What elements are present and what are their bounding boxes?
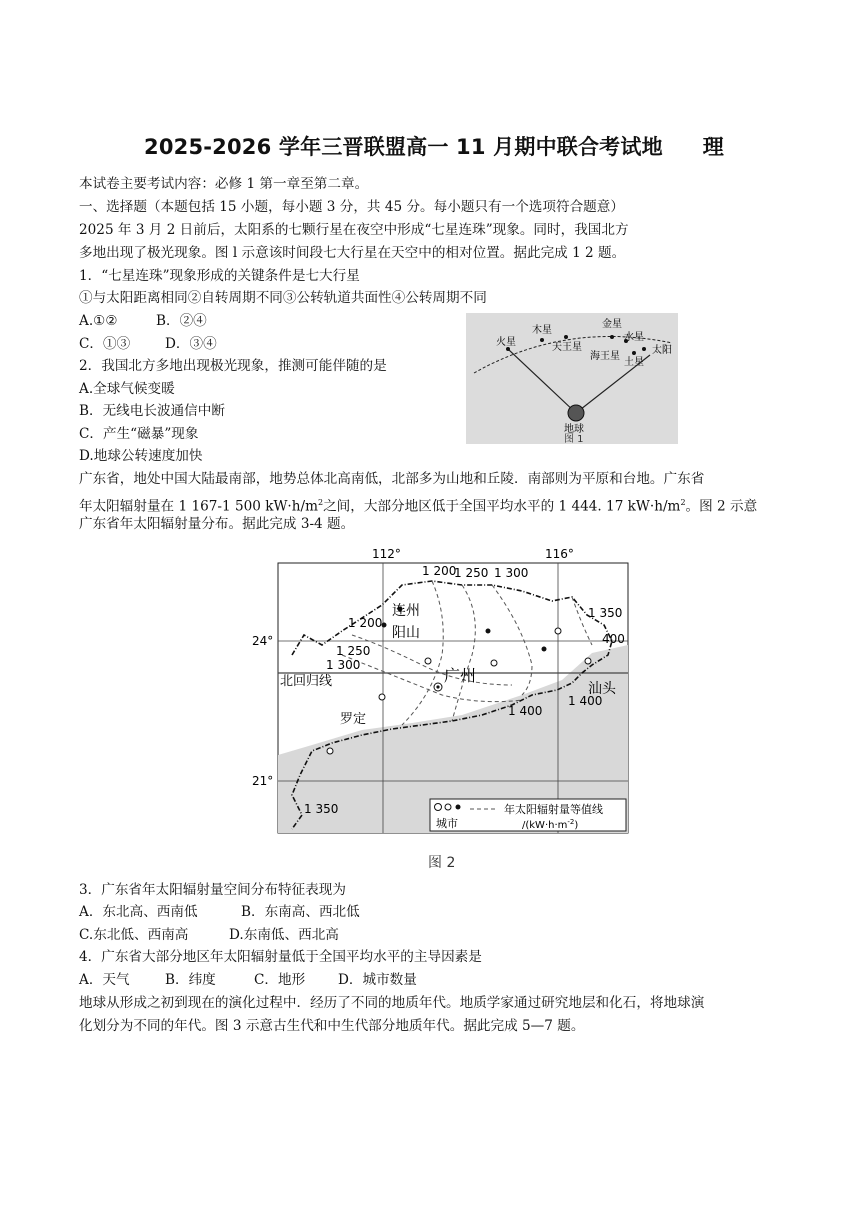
saturn-label: 土星 <box>624 357 644 368</box>
city-yangshan: 阳山 <box>392 625 420 641</box>
uranus-label: 天王星 <box>552 342 582 353</box>
figure-2-solar-radiation-map <box>232 545 636 877</box>
passage-text: 2025 年 3 月 2 日前后，太阳系的七颗行星在夜空中形成“七星连珠”现象。同时，我国北方 <box>79 222 629 238</box>
isoline-label: 1 250 <box>454 566 489 580</box>
question-stem: 4．广东省大部分地区年太阳辐射量低于全国平均水平的主导因素是 <box>79 949 482 965</box>
passage-text: 广东省，地处中国大陆最南部，地势总体北高南低，北部多为山地和丘陵．南部则为平原和台地。广东省 <box>79 471 705 487</box>
isoline-label: 1 400 <box>568 694 603 708</box>
option-c: C．地形 <box>254 972 306 988</box>
isoline-label: 1 350 <box>304 802 339 816</box>
question-items: ①与太阳距离相同②自转周期不同③公转轨道共面性④公转周期不同 <box>79 290 487 306</box>
sun-label: 太阳 <box>652 345 672 356</box>
passage-text: 年太阳辐射量在 1 167-1 500 $kW\cdot h/m^2$之间，大部分地区低于全国平均水平的 1 444. 17 $kW\cdot h/m^2$。图 2 示意 <box>79 498 758 515</box>
mars-label: 火星 <box>496 337 516 348</box>
figure-1-planet-alignment <box>466 313 678 444</box>
question-stem: 1．“七星连珠”现象形成的关键条件是七大行星 <box>79 268 360 284</box>
legend-city: 城市 <box>436 817 458 830</box>
isoline-label: 1 300 <box>494 566 529 580</box>
lon-112-label: 112° <box>372 547 401 561</box>
lat-21-label: 21° <box>252 774 274 788</box>
city-shantou: 汕头 <box>588 681 616 697</box>
option-c: C．产生“磁暴”现象 <box>79 426 199 442</box>
jupiter-label: 木星 <box>532 325 552 336</box>
legend-isoline: 年太阳辐射量等值线 <box>504 803 603 816</box>
option-a: A．东北高、西南低 <box>79 904 198 920</box>
isoline-label: 1 350 <box>588 606 623 620</box>
tropic-label: 北回归线 <box>280 674 333 689</box>
option-c: C.东北低、西南高 <box>79 927 189 943</box>
figure-2-caption: 图 2 <box>428 855 456 871</box>
option-d: D．城市数量 <box>338 972 417 988</box>
option-b: B．东南高、西北低 <box>241 904 360 920</box>
venus-label: 金星 <box>602 319 622 330</box>
option-a: A．天气 <box>79 972 130 988</box>
lon-116-label: 116° <box>545 547 574 561</box>
figure-1-caption: 图 1 <box>564 434 584 444</box>
city-luoding: 罗定 <box>340 712 367 727</box>
isoline-label: 400 <box>602 632 625 646</box>
city-lianzhou: 连州 <box>392 603 420 619</box>
mercury-label: 水星 <box>624 332 644 343</box>
option-d: D.东南低、西北高 <box>229 927 339 943</box>
city-guangzhou: 广州 <box>444 666 477 685</box>
neptune-label: 海王星 <box>590 351 620 362</box>
option-c: C．①③ <box>79 336 131 352</box>
question-stem: 3．广东省年太阳辐射量空间分布特征表现为 <box>79 882 346 898</box>
isoline-label: 1 250 <box>336 644 371 658</box>
passage-text: 多地出现了极光现象。图 l 示意该时间段七大行星在天空中的相对位置。据此完成 1 2 题。 <box>79 245 626 261</box>
page-title: 2025-2026 学年三晋联盟高一 11 月期中联合考试地 理 <box>144 135 724 159</box>
legend-unit: $/(kW\cdot h\cdot m^{-2})$ <box>522 818 579 831</box>
earth-label: 地球 <box>564 424 584 435</box>
option-b: B．②④ <box>156 313 207 329</box>
exam-scope: 本试卷主要考试内容：必修 1 第一章至第二章。 <box>79 176 369 192</box>
isoline-label: 1 200 <box>348 616 383 630</box>
passage-text: 地球从形成之初到现在的演化过程中．经历了不同的地质年代。地质学家通过研究地层和化石，将地球演 <box>79 995 705 1011</box>
passage-text: 化划分为不同的年代。图 3 示意古生代和中生代部分地质年代。据此完成 5—7 题。 <box>79 1018 585 1034</box>
option-b: B．无线电长波通信中断 <box>79 403 225 419</box>
option-a: A.①② <box>79 313 118 329</box>
lat-24-label: 24° <box>252 634 274 648</box>
option-b: B．纬度 <box>165 972 216 988</box>
section-heading: 一、选择题（本题包括 15 小题，每小题 3 分，共 45 分。每小题只有一个选项符合题意） <box>79 199 624 215</box>
option-d: D．③④ <box>165 336 217 352</box>
option-d: D.地球公转速度加快 <box>79 448 203 464</box>
passage-text: 广东省年太阳辐射量分布。据此完成 3-4 题。 <box>79 516 355 532</box>
isoline-label: 1 200 <box>422 564 457 578</box>
isoline-label: 1 300 <box>326 658 361 672</box>
option-a: A.全球气候变暖 <box>79 381 175 397</box>
question-stem: 2．我国北方多地出现极光现象，推测可能伴随的是 <box>79 358 387 374</box>
isoline-label: 1 400 <box>508 704 543 718</box>
